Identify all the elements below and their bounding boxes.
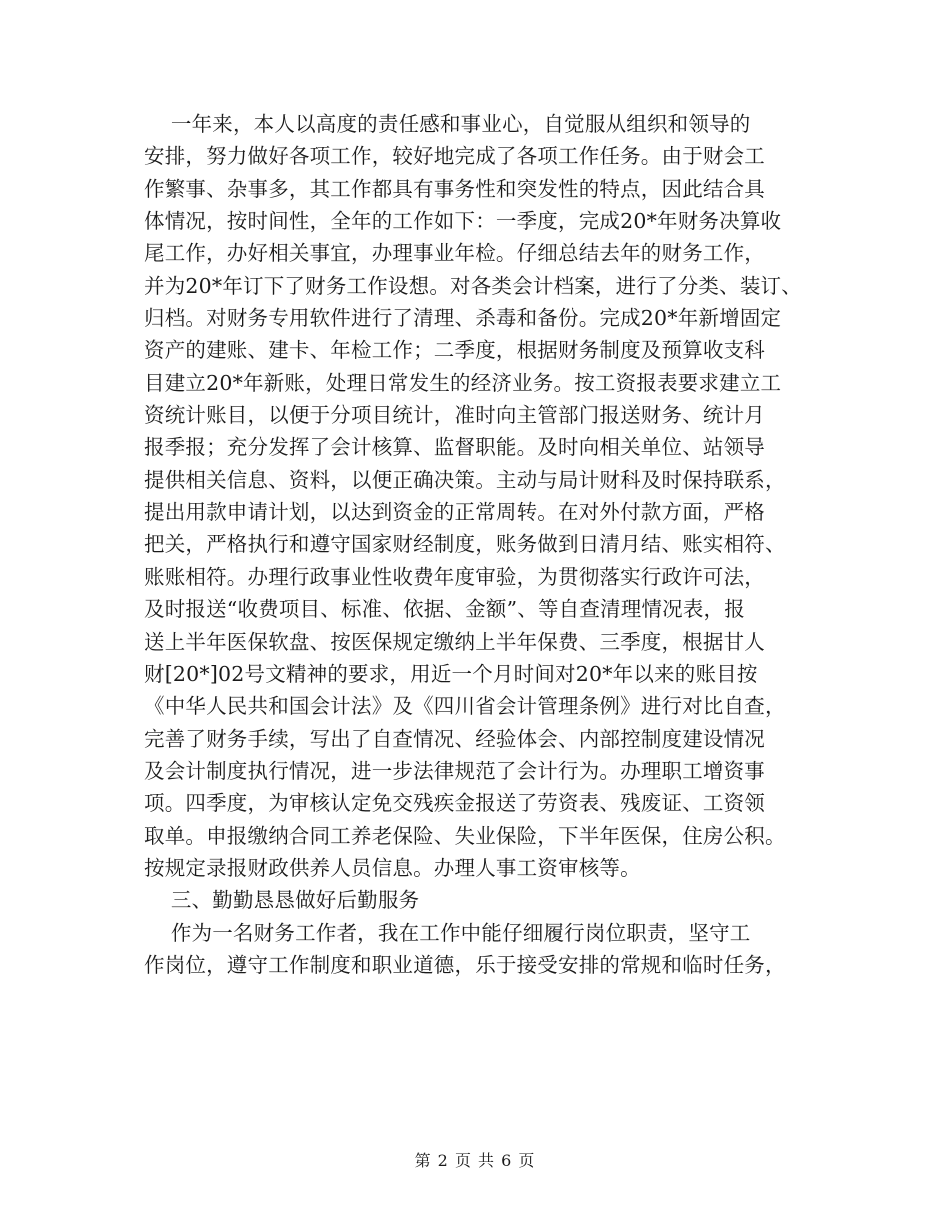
text-line-4: 体情况，按时间性，全年的工作如下：一季度，完成20*年财务决算收 [144,209,782,234]
text-line-20: 完善了财务手续，写出了自查情况、经验体会、内部控制度建设情况 [144,726,765,751]
page-number-footer: 第 2 页 共 6 页 [414,1151,536,1170]
text-line-12: 提供相关信息、资料，以便正确决策。主动与局计财科及时保持联系， [144,467,786,492]
text-line-6: 并为20*年订下了财务工作设想。对各类会计档案，进行了分类、装订、 [144,273,802,298]
text-line-5: 尾工作，办好相关事宜，办理事业年检。仔细总结去年的财务工作， [144,241,765,266]
text-line-3: 作繁事、杂事多，其工作都具有事务性和突发性的特点，因此结合具 [144,176,765,201]
text-line-19: 《中华人民共和国会计法》及《四川省会计管理条例》进行对比自查， [144,694,786,719]
section-heading: 三、勤勤恳恳做好后勤服务 [144,888,420,913]
text-line-10: 资统计账目，以便于分项目统计，准时向主管部门报送财务、统计月 [144,403,765,428]
text-line-13: 提出用款申请计划，以达到资金的正常周转。在对外付款方面，严格 [144,500,765,525]
text-line-9: 目建立20*年新账，处理日常发生的经济业务。按工资报表要求建立工 [144,370,782,395]
text-line-22: 项。四季度，为审核认定免交残疾金报送了劳资表、残废证、工资领 [144,791,765,816]
text-line-7: 归档。对财务专用软件进行了清理、杀毒和备份。完成20*年新增固定 [144,306,782,331]
text-line-18: 财[20*]02号文精神的要求，用近一个月时间对20*年以来的账目按 [144,661,758,686]
text-line-15: 账账相符。办理行政事业性收费年度审验，为贯彻落实行政许可法， [144,564,765,589]
text-line-14: 把关，严格执行和遵守国家财经制度，账务做到日清月结、账实相符、 [144,532,786,557]
text-line-21: 及会计制度执行情况，进一步法律规范了会计行为。办理职工增资事 [144,758,765,783]
text-line-23: 取单。申报缴纳合同工养老保险、失业保险，下半年医保，住房公积。 [144,823,786,848]
text-line-8: 资产的建账、建卡、年检工作；二季度，根据财务制度及预算收支科 [144,338,765,363]
text-line-26: 作为一名财务工作者，我在工作中能仔细履行岗位职责，坚守工 [144,920,751,945]
text-line-2: 安排，努力做好各项工作，较好地完成了各项工作任务。由于财会工 [144,144,765,169]
text-line-24: 按规定录报财政供养人员信息。办理人事工资审核等。 [144,855,641,880]
text-line-11: 报季报；充分发挥了会计核算、监督职能。及时向相关单位、站领导 [144,435,765,460]
text-line-16: 及时报送“收费项目、标准、依据、金额”、等自查清理情况表，报 [144,597,745,622]
text-line-17: 送上半年医保软盘、按医保规定缴纳上半年保费、三季度，根据甘人 [144,629,765,654]
text-line-1: 一年来，本人以高度的责任感和事业心，自觉服从组织和领导的 [144,112,751,136]
body-text [144,108,844,981]
text-line-27: 作岗位，遵守工作制度和职业道德，乐于接受安排的常规和临时任务， [144,952,786,977]
